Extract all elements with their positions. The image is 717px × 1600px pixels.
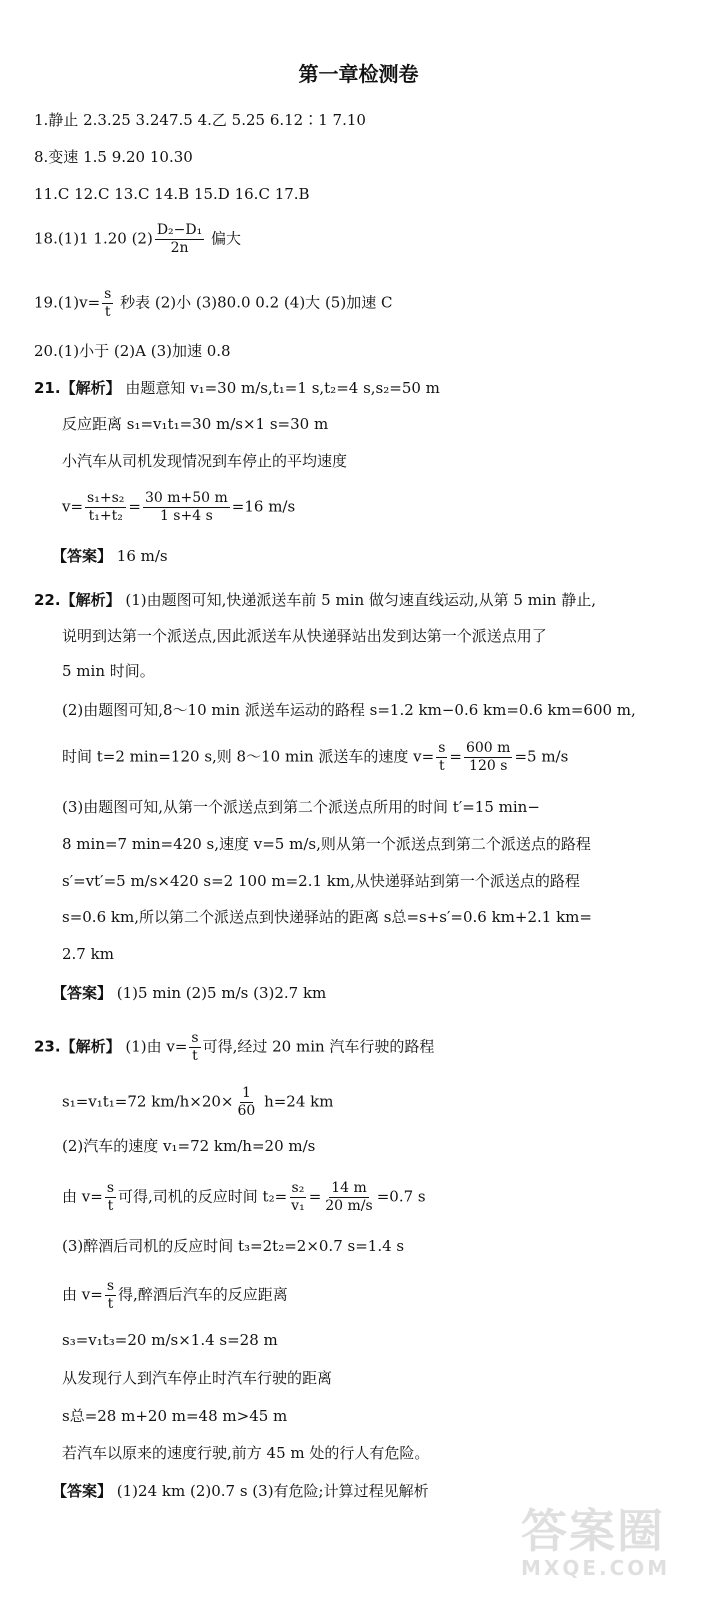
q22-line: s′=vt′=5 m/s×420 s=2 100 m=2.1 km,从快递驿站到第一个派送点的路程 bbox=[62, 872, 580, 890]
fraction: $\frac{30 m+50 m}{1 s+4 s}$ bbox=[144, 490, 228, 524]
q22-line: (3)由题图可知,从第一个派送点到第二个派送点所用的时间 t′=15 min− bbox=[62, 798, 540, 816]
q22-formula: 时间 t=2 min=120 s,则 8～10 min 派送车的速度 v= $\frac{s}{t}$ = $\frac{600 m}{120 s}$ =5 m/s bbox=[62, 740, 569, 774]
q23-answer: 【答案】 (1)24 km (2)0.7 s (3)有危险;计算过程见解析 bbox=[52, 1482, 429, 1500]
answer-line-11-17: 11.C 12.C 13.C 14.B 15.D 16.C 17.B bbox=[34, 185, 310, 203]
fraction: $\frac{1}{60}$ bbox=[237, 1085, 256, 1119]
q23-formula: 由 v= $\frac{s}{t}$ 可得,司机的反应时间 t₂= $\frac{\text{s₂}}{\text{v₁}}$ = $\frac{14 m}{20 m/s}$ =0.7 s bbox=[62, 1180, 426, 1214]
q21-formula: v= $\frac{\text{s₁+s₂}}{\text{t₁+t₂}}$ = $\frac{30 m+50 m}{1 s+4 s}$ =16 m/s bbox=[62, 490, 296, 524]
q22-line: 说明到达第一个派送点,因此派送车从快递驿站出发到达第一个派送点用了 bbox=[62, 627, 547, 645]
q21-analysis-line: 21.【解析】 由题意知 v₁=30 m/s,t₁=1 s,t₂=4 s,s₂=50 m bbox=[34, 379, 440, 397]
fraction: $\frac{s}{t}$ bbox=[438, 740, 446, 774]
answer-line-18: 18.(1)1 1.20 (2) $\frac{\text{D₂−D₁}}{2n}$ 偏大 bbox=[34, 222, 242, 256]
q22-line: 5 min 时间。 bbox=[62, 662, 155, 680]
q21-line: 小汽车从司机发现情况到车停止的平均速度 bbox=[62, 452, 348, 470]
answer-line-8-10: 8.变速 1.5 9.20 10.30 bbox=[34, 148, 193, 166]
fraction: $\frac{s}{t}$ bbox=[106, 1180, 114, 1214]
q23-line: 若汽车以原来的速度行驶,前方 45 m 处的行人有危险。 bbox=[62, 1444, 430, 1462]
q21-answer: 【答案】 16 m/s bbox=[52, 547, 168, 565]
q23-line: (3)醉酒后司机的反应时间 t₃=2t₂=2×0.7 s=1.4 s bbox=[62, 1237, 405, 1255]
q22-line: s=0.6 km,所以第二个派送点到快递驿站的距离 s总=s+s′=0.6 km+2.1 km= bbox=[62, 908, 592, 926]
q23-line: s₃=v₁t₃=20 m/s×1.4 s=28 m bbox=[62, 1331, 278, 1349]
fraction: $\frac{600 m}{120 s}$ bbox=[465, 740, 511, 774]
page-title: 第一章检测卷 bbox=[298, 62, 419, 86]
q22-line: (2)由题图可知,8～10 min 派送车运动的路程 s=1.2 km−0.6 km=0.6 km=600 m, bbox=[62, 701, 636, 719]
q23-line: 从发现行人到汽车停止时汽车行驶的距离 bbox=[62, 1369, 333, 1387]
q23-formula: s₁=v₁t₁=72 km/h×20× $\frac{1}{60}$ h=24 km bbox=[62, 1085, 334, 1119]
q23-line: s总=28 m+20 m=48 m>45 m bbox=[62, 1407, 288, 1425]
answer-line-1-7: 1.静止 2.3.25 3.247.5 4.乙 5.25 6.12∶1 7.10 bbox=[34, 111, 366, 129]
answer-line-19: 19.(1)v= $\frac{s}{t}$ 秒表 (2)小 (3)80.0 0.2 (4)大 (5)加速 C bbox=[34, 286, 393, 320]
fraction: $\frac{s}{t}$ bbox=[104, 286, 112, 320]
fraction: $\frac{\text{D₂−D₁}}{2n}$ bbox=[156, 222, 203, 256]
q22-line: 8 min=7 min=420 s,速度 v=5 m/s,则从第一个派送点到第二个派送点的路程 bbox=[62, 835, 591, 853]
fraction: $\frac{\text{s₂}}{\text{v₁}}$ bbox=[291, 1180, 305, 1214]
fraction: $\frac{\text{s₁+s₂}}{\text{t₁+t₂}}$ bbox=[87, 490, 125, 524]
answer-line-20: 20.(1)小于 (2)A (3)加速 0.8 bbox=[34, 342, 231, 360]
q22-answer: 【答案】 (1)5 min (2)5 m/s (3)2.7 km bbox=[52, 984, 327, 1002]
fraction: $\frac{14 m}{20 m/s}$ bbox=[325, 1180, 373, 1214]
q23-analysis-line: 23.【解析】 (1)由 v= $\frac{s}{t}$ 可得,经过 20 min 汽车行驶的路程 bbox=[34, 1030, 435, 1064]
q21-line: 反应距离 s₁=v₁t₁=30 m/s×1 s=30 m bbox=[62, 415, 329, 433]
watermark-logo: 答案圈 MXQE.COM bbox=[521, 1504, 671, 1580]
fraction: $\frac{s}{t}$ bbox=[191, 1030, 199, 1064]
q22-line: 2.7 km bbox=[62, 945, 114, 963]
q23-line: (2)汽车的速度 v₁=72 km/h=20 m/s bbox=[62, 1137, 316, 1155]
q23-formula: 由 v= $\frac{s}{t}$ 得,醉酒后汽车的反应距离 bbox=[62, 1278, 288, 1312]
q22-analysis-line: 22.【解析】 (1)由题图可知,快递派送车前 5 min 做匀速直线运动,从第 5 min 静止, bbox=[34, 591, 596, 609]
fraction: $\frac{s}{t}$ bbox=[106, 1278, 114, 1312]
